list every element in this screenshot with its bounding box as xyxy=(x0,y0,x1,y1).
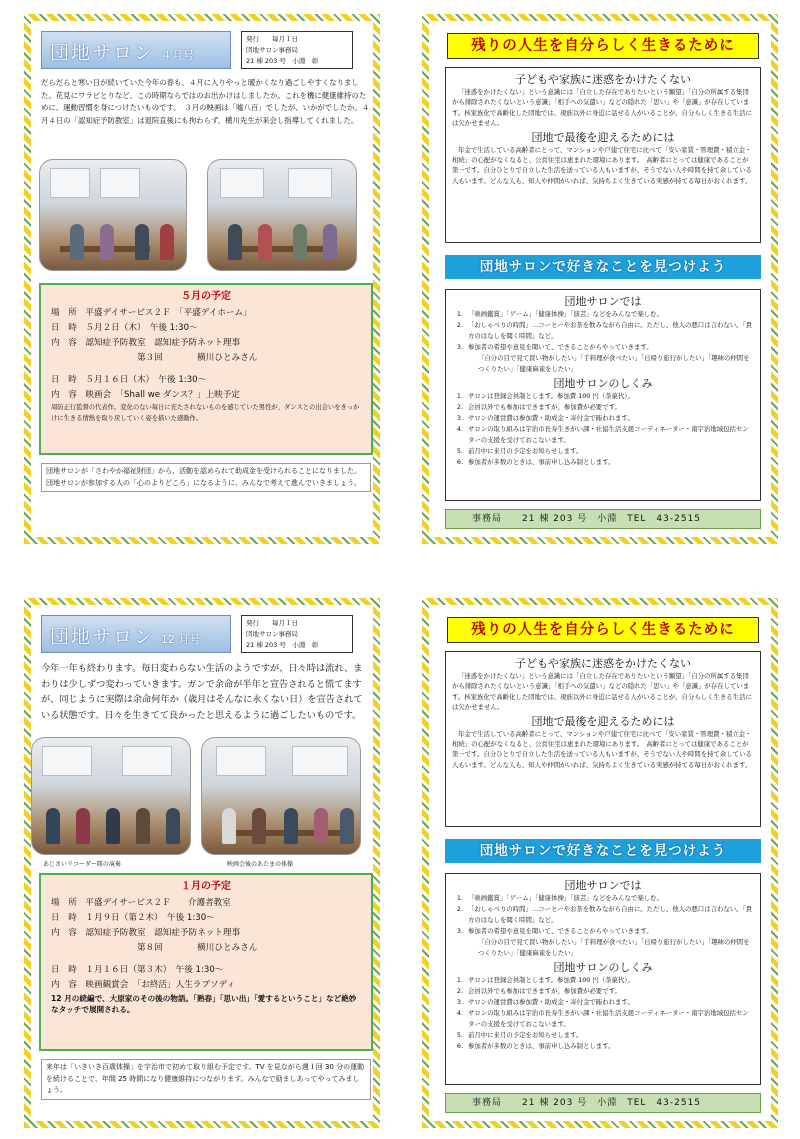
list-item: 1. サロンは登録会員制とします。参加費 100 円（茶菓代）。 xyxy=(456,976,634,984)
list-item: 1. 「映画鑑賞」「ゲーム」「健康体操」「演芸」などをみんなで楽しむ。 xyxy=(456,894,663,902)
publisher-line: 団地サロン事務局 xyxy=(246,46,298,54)
footer-note: 団地サロンが「さわやか福祉財団」から、活動を認められて助成金を受けられることになりました。団地サロンが参加する人の「心のよりどころ」になるように、みんなで考えて進んでいきましょう。 xyxy=(41,463,371,492)
issue-month: ４月号 xyxy=(161,49,195,62)
photo-caption: あじさいリコーダー隊の演奏 xyxy=(43,861,121,868)
list-item: 4. サロンの取り組みは宇治市長寿生きがい課・社協生活支援コーディネーター・南宇治地域包括センターの支援を受けておこないます。 xyxy=(456,425,749,444)
office-contact: 事務局 21 棟 203 号 小淵 TEL 43-2515 xyxy=(445,509,761,529)
info-box xyxy=(445,651,761,827)
banner-headline: 残りの人生を自分らしく生きるために xyxy=(447,617,759,643)
list-item: 4. サロンの取り組みは宇治市長寿生きがい課・社協生活支援コーディネーター・南宇治地域包括センターの支援を受けておこないます。 xyxy=(456,1009,749,1028)
newsletter-page-april xyxy=(24,14,380,544)
schedule-row: 第３回 横川ひとみさん xyxy=(137,353,258,363)
publisher-line: 発行 毎月１日 xyxy=(246,619,298,627)
section-text: 「迷惑をかけたくない」という意識には「自立した存在でありたいという願望」「自分の所属する集団から排除されたくないという意識」「相手への気遣い」などの隠れた「思い」や「意識」が存在しています。核家族化で高齢化した団地では、現族以外に身近に話せる人がいることが、自分らしく生きる生活には欠かせません。 xyxy=(452,88,752,128)
newsletter-back-page-1 xyxy=(422,14,778,544)
movie-photo xyxy=(201,737,361,855)
list-item: 1. 「映画鑑賞」「ゲーム」「健康体操」「演芸」などをみんなで楽しむ。 xyxy=(456,310,663,318)
schedule-row: 第８回 横川ひとみさん xyxy=(137,943,258,953)
list-item: 5. 前月中に来月の予定をお知らせします。 xyxy=(456,1031,583,1039)
publisher-line: 21 棟 203 号 小淵 彰 xyxy=(246,641,319,649)
photo-caption: 映画会後のあたまの体操 xyxy=(227,861,294,868)
newsletter-title: 団地サロン 12 月号 xyxy=(41,615,231,653)
section-text: 年金で生活している高齢者にとって、マンションや戸建て住宅に比べて「安い家賃・管理費・積立金・相続」の心配がなくなると、公営住宅は恵まれた環境にあります。 高齢者にとっては健康であることが第一です。自分ひとりで自立した生活を送っている人もいますが、そうでない人や時間を持て余している人もいます。どんな人も、知人や仲間がいれば、気持ちよく生きている実感が持てる毎日がおくれます。 xyxy=(452,145,752,185)
schedule-row: 場 所 平盛デイサービス２Ｆ 介護者教室 xyxy=(51,898,231,908)
schedule-row: 内 容 認知症予防教室 認知症予防ネット理事 xyxy=(51,928,241,938)
list-item: 1. サロンは登録会員制とします。参加費 100 円（茶菓代）。 xyxy=(456,392,634,400)
section-heading: 子どもや家族に迷惑をかけたくない xyxy=(515,73,691,86)
schedule-box xyxy=(39,283,373,455)
schedule-row: 内 容 映画観賞会 「お終活」人生ラプソディ xyxy=(51,980,236,990)
list-item: 3. 参加者の希望や意見を聞いて、できることからやっていきます。 xyxy=(456,343,653,351)
salon-info-box xyxy=(445,289,761,501)
newsletter-page-december xyxy=(24,598,380,1128)
banner-headline: 残りの人生を自分らしく生きるために xyxy=(447,33,759,59)
section-heading: 団地で最後を迎えるためには xyxy=(531,130,675,144)
publisher-box xyxy=(241,31,353,69)
list-item: 6. 参加者が多数のときは、事前申し込み制とします。 xyxy=(456,1042,615,1050)
publisher-line: 団地サロン事務局 xyxy=(246,630,298,638)
section-text: 「迷惑をかけたくない」という意識には「自立した存在でありたいという願望」「自分の所属する集団から排除されたくないという意識」「相手への気遣い」などの隠れた「思い」や「意識」が存在しています。核家族化で高齢化した団地では、現族以外に身近に話せる人がいることが、自分らしく生きる生活には欠かせません。 xyxy=(452,672,752,712)
list-item: 2. 会員以外でも参加はできますが、参加費が必要です。 xyxy=(456,987,621,995)
newsletter-back-page-2 xyxy=(422,598,778,1128)
movie-note: 周防正行監督の代表作。変化のない毎日に充たされないものを感じていた男性が、ダンスとの出会いをきっかけに生きる情熱を取り戻していく姿を描いた感動作。 xyxy=(51,404,360,422)
section-text: 年金で生活している高齢者にとって、マンションや戸建て住宅に比べて「安い家賃・管理費・積立金・相続」の心配がなくなると、公営住宅は恵まれた環境にあります。 高齢者にとっては健康であることが第一です。自分ひとりで自立した生活を送っている人もいますが、そうでない人や時間を持て余している人もいます。どんな人も、知人や仲間がいれば、気持ちよく生きている実感が持てる毎日がおくれます。 xyxy=(452,729,752,769)
page-header xyxy=(41,615,371,655)
schedule-box xyxy=(39,873,373,1051)
schedule-heading: ５月の予定 xyxy=(181,291,231,302)
intro-paragraph: だらだらと寒い日が続いていた今年の春も、４月に入りやっと暖かくなり過ごしやすくなりました。花見にワラビとりなど、この時期ならではのお出かけはしましたか。これを機に健康維持のために、運動習慣を身につけたいものです。 ３月の映画は「嘘八百」でしたが、いかがでしたか。４月４日の「認知症予防教室」は退院直後にも拘わらず、横川先生が来会し指導してくれました。 xyxy=(41,78,370,125)
list-item: 3. 参加者の希望や意見を聞いて、できることからやっていきます。 xyxy=(456,927,653,935)
blue-banner: 団地サロンで好きなことを見つけよう xyxy=(445,255,761,279)
blue-banner: 団地サロンで好きなことを見つけよう xyxy=(445,839,761,863)
list-item: 「自分の目で見て買い物がしたい」「手料理が食べたい」「日帰り旅行がしたい」「趣味の仲間をつくりたい」「健康麻雀をしたい」 xyxy=(478,354,750,373)
section-heading: 団地サロンでは xyxy=(564,295,642,308)
list-item: 2. 「おしゃべりの時間」…コーヒーやお茶を飲みながら自由に。ただし、他人の悪口は言わない。「貴方のはなしを聞く時間」など。 xyxy=(456,321,753,340)
office-contact: 事務局 21 棟 203 号 小淵 TEL 43-2515 xyxy=(445,1093,761,1113)
publisher-box xyxy=(241,615,353,653)
list-item: 「自分の目で見て買い物がしたい」「手料理が食べたい」「日帰り旅行がしたい」「趣味の仲間をつくりたい」「健康麻雀をしたい」 xyxy=(478,938,750,957)
list-item: 3. サロンの運営費は参加費・助成金・寄付金で賄われます。 xyxy=(456,998,634,1006)
schedule-row: 日 時 ５月２日（木） 午後 1:30～ xyxy=(51,323,198,333)
schedule-row: 日 時 ５月１６日（木） 午後 1:30～ xyxy=(51,375,207,385)
section-heading: 団地サロンでは xyxy=(564,879,642,892)
list-item: 6. 参加者が多数のときは、事前申し込み制とします。 xyxy=(456,458,615,466)
recorder-photo xyxy=(31,737,191,855)
schedule-row: 場 所 平盛デイサービス２Ｆ 「平盛デイホーム」 xyxy=(51,308,252,318)
schedule-heading: １月の予定 xyxy=(181,881,231,892)
intro-paragraph: 今年一年も終わります。毎日変わらない生活のようですが、日々時は流れ、まわりは少しずつ変わっていきます。ガンで余命が半年と宣告されると慌てますが、同じように実際は余命何年か（歳月はそんなに永くない日）を宣告されている状態です。日々を生きてて良かったと思えるように過ごしたいものです。 xyxy=(41,663,363,721)
publisher-line: 発行 毎月１日 xyxy=(246,35,298,43)
info-box xyxy=(445,67,761,243)
list-item: 3. サロンの運営費は参加費・助成金・寄付金で賄われます。 xyxy=(456,414,634,422)
schedule-row: 内 容 映画会 「Shall we ダンス？」上映予定 xyxy=(51,390,240,400)
page-header xyxy=(41,31,371,71)
newsletter-title: 団地サロン ４月号 xyxy=(41,31,231,69)
salon-photo-2 xyxy=(207,159,357,271)
salon-info-box xyxy=(445,873,761,1085)
issue-month: 12 月号 xyxy=(161,633,201,646)
footer-note: 来年は「いきいき百歳体操」を宇治市で初めて取り組む予定です。TV を見ながら週１回 30 分の運動を続けることで、年間 25 時間になり健康維持につながります。みんなで励ましあってやってみましょう。 xyxy=(41,1059,371,1100)
schedule-row: 日 時 １月１６日（第３木） 午後 1:30～ xyxy=(51,965,224,975)
publisher-line: 21 棟 203 号 小淵 彰 xyxy=(246,57,319,65)
section-heading: 子どもや家族に迷惑をかけたくない xyxy=(515,657,691,670)
list-item: 2. 会員以外でも参加はできますが、参加費が必要です。 xyxy=(456,403,621,411)
list-item: 2. 「おしゃべりの時間」…コーヒーやお茶を飲みながら自由に。ただし、他人の悪口は言わない。「貴方のはなしを聞く時間」など。 xyxy=(456,905,753,924)
salon-photo-1 xyxy=(39,159,187,271)
list-item: 5. 前月中に来月の予定をお知らせします。 xyxy=(456,447,583,455)
schedule-row: 内 容 認知症予防教室 認知症予防ネット理事 xyxy=(51,338,241,348)
section-heading: 団地で最後を迎えるためには xyxy=(531,714,675,728)
section-heading: 団地サロンのしくみ xyxy=(553,377,653,390)
section-heading: 団地サロンのしくみ xyxy=(553,961,653,974)
movie-note: 12 月の続編で、大原家のその後の物語。「熟春」「思い出」「愛するということ」など絶妙なタッチで展開される。 xyxy=(51,994,357,1014)
schedule-row: 日 時 １月９日（第２木） 午後 1:30～ xyxy=(51,913,215,923)
